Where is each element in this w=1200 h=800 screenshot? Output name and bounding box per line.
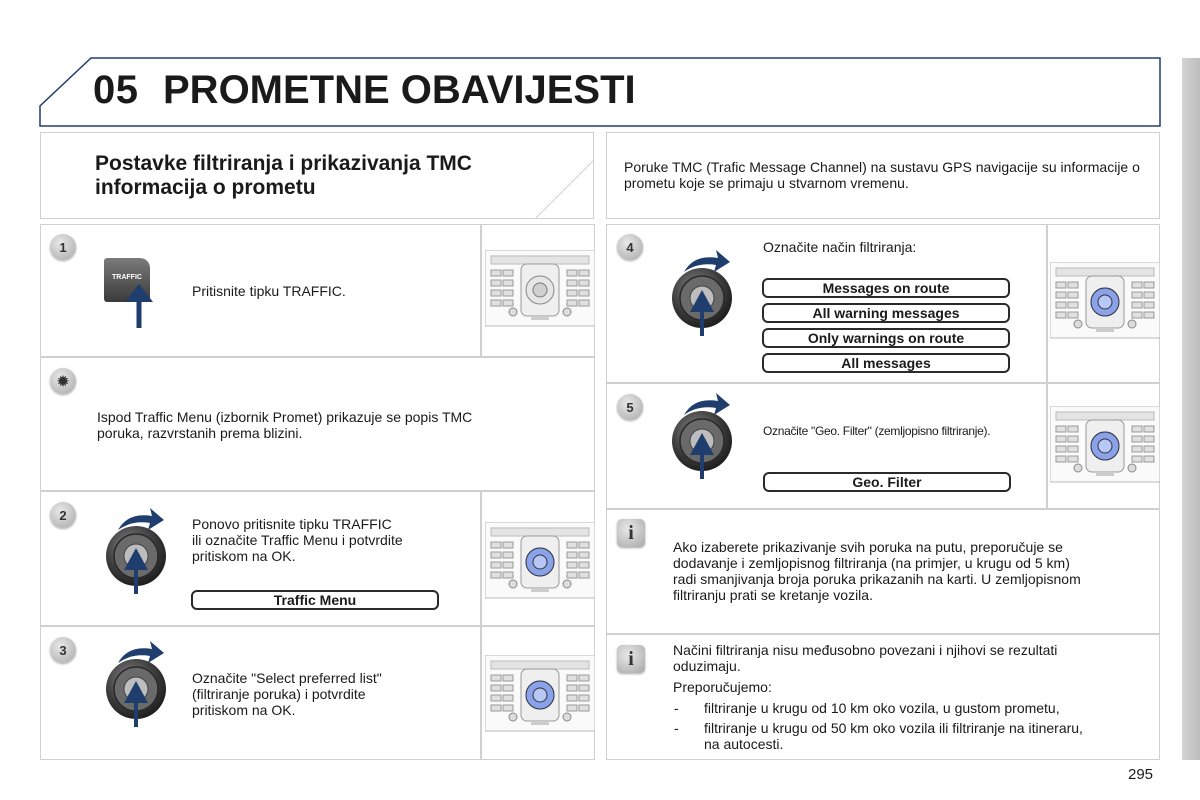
info-1-line: radi smanjivanja broja poruka prikazanih na karti. U zemljopisnom — [673, 571, 1081, 587]
tip-text — [97, 409, 472, 441]
page-number: 295 — [1128, 766, 1154, 783]
bullet-1: filtriranje u krugu od 10 km oko vozila, u gustom prometu, — [704, 700, 1060, 716]
chapter-title: PROMETNE OBAVIJESTI — [163, 68, 636, 112]
info-1-line: filtriranju prati se kretanje vozila. — [673, 587, 873, 603]
console-icon — [485, 522, 595, 600]
traffic-key: TRAFFIC — [104, 258, 150, 302]
subtitle-line: informacija o prometu — [95, 176, 316, 199]
bullet-2-line: na autocesti. — [704, 736, 784, 752]
geo-filter-button[interactable]: Geo. Filter — [763, 472, 1011, 492]
step-badge: 4 — [617, 234, 643, 260]
info-1-text — [673, 539, 1081, 603]
console-icon — [485, 250, 595, 328]
console-icon — [1050, 262, 1160, 340]
console-icon — [485, 655, 595, 733]
knob-icon — [106, 641, 170, 745]
info-1-line: Ako izaberete prikazivanje svih poruka na putu, preporučuje se — [673, 539, 1063, 555]
step-3-text — [192, 670, 382, 718]
info-icon: i — [617, 645, 645, 673]
info-icon: i — [617, 519, 645, 547]
step-2-line: ili označite Traffic Menu i potvrdite — [192, 532, 403, 548]
filter-option-all-warning-messages[interactable]: All warning messages — [762, 303, 1010, 323]
step-5-text: Označite "Geo. Filter" (zemljopisno filtriranje). — [763, 424, 991, 438]
info-2-line: oduzimaju. — [673, 658, 741, 674]
step-badge: 5 — [617, 394, 643, 420]
knob-icon — [106, 508, 170, 612]
recommend-label: Preporučujemo: — [673, 679, 772, 695]
step-4-text: Označite način filtriranja: — [763, 239, 917, 255]
step-badge: 1 — [50, 234, 76, 260]
console-icon — [1050, 406, 1160, 484]
knob-icon — [672, 393, 736, 497]
info-1-line: dodavanje i zemljopisnog filtriranja (na primjer, u krugu od 5 km) — [673, 555, 1070, 571]
info-2-line: Načini filtriranja nisu međusobno povezani i njihovi se rezultati — [673, 642, 1058, 658]
filter-option-all-messages[interactable]: All messages — [762, 353, 1010, 373]
step-3-line: Označite "Select preferred list" — [192, 670, 382, 686]
tip-line: Ispod Traffic Menu (izbornik Promet) prikazuje se popis TMC — [97, 409, 473, 425]
bullet-dash: - — [674, 720, 679, 736]
knob-icon — [672, 250, 736, 354]
step-2-line: Ponovo pritisnite tipku TRAFFIC — [192, 516, 392, 532]
step-2-text — [192, 516, 403, 564]
step-3-line: (filtriranje poruka) i potvrdite — [192, 686, 366, 702]
step-badge: 3 — [50, 637, 76, 663]
bullet-dash: - — [674, 700, 679, 716]
tip-line: poruka, razvrstanih prema blizini. — [97, 425, 303, 441]
subtitle-line: Postavke filtriranja i prikazivanja TMC — [95, 152, 472, 175]
step-1-text: Pritisnite tipku TRAFFIC. — [192, 283, 346, 299]
chapter-number: 05 — [93, 68, 139, 112]
arrow-up-icon — [122, 284, 156, 330]
step-badge: 2 — [50, 502, 76, 528]
filter-option-messages-on-route[interactable]: Messages on route — [762, 278, 1010, 298]
bullet-2-line: filtriranje u krugu od 50 km oko vozila ili filtriranje na itineraru, — [704, 720, 1083, 736]
bullet-2 — [704, 720, 1083, 752]
intro-text: Poruke TMC (Trafic Message Channel) na sustavu GPS navigacije su informacije o prometu koje se primaju u stvarnom vremenu. — [624, 159, 1140, 191]
step-3-line: pritiskom na OK. — [192, 702, 296, 718]
lightbulb-icon: ✹ — [50, 368, 76, 394]
step-2-line: pritiskom na OK. — [192, 548, 296, 564]
section-subtitle — [95, 152, 565, 200]
info-2-text — [673, 642, 1057, 695]
traffic-menu-button[interactable]: Traffic Menu — [191, 590, 439, 610]
side-tab — [1182, 58, 1200, 760]
filter-option-only-warnings-on-route[interactable]: Only warnings on route — [762, 328, 1010, 348]
